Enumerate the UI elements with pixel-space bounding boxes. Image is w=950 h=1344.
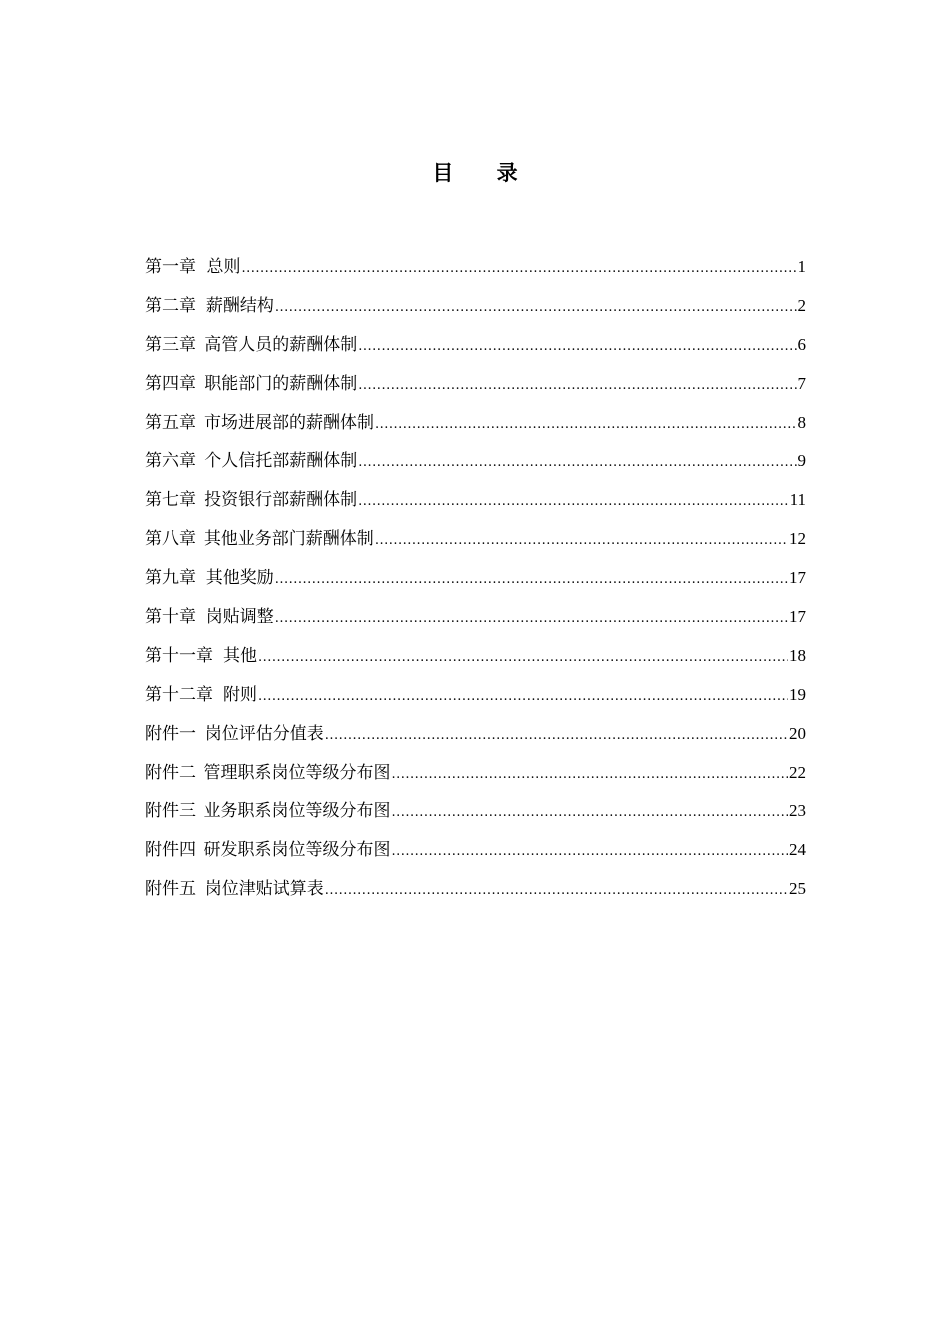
toc-entry[interactable] xyxy=(145,252,806,291)
toc-entry-text: 其他奖励 xyxy=(205,568,274,589)
toc-entry-label: 第三章 xyxy=(145,334,196,355)
toc-entry-text: 投资银行部薪酬体制 xyxy=(204,490,358,511)
toc-entry[interactable] xyxy=(145,369,806,408)
toc-entry-page: 20 xyxy=(789,723,806,743)
toc-dot-leader xyxy=(258,643,788,673)
toc-entry-page: 12 xyxy=(789,529,806,549)
toc-entry-page: 9 xyxy=(797,451,806,471)
toc-entry-page: 24 xyxy=(789,840,806,860)
toc-entry-label: 附件一 xyxy=(145,723,196,744)
toc-entry-text: 岗位评估分值表 xyxy=(204,723,324,744)
toc-entry-page: 8 xyxy=(797,412,806,432)
toc-entry[interactable] xyxy=(145,446,806,485)
toc-entry[interactable] xyxy=(145,796,806,835)
toc-entry-label: 第十章 xyxy=(145,607,196,628)
toc-entry-page: 17 xyxy=(789,607,806,627)
toc-entry-page: 6 xyxy=(797,334,806,354)
toc-entry[interactable] xyxy=(145,835,806,874)
toc-entry-text: 研发职系岗位等级分布图 xyxy=(203,840,391,861)
toc-entry-text: 岗位津贴试算表 xyxy=(204,879,324,900)
toc-dot-leader xyxy=(275,604,788,634)
toc-entry[interactable] xyxy=(145,758,806,797)
toc-entry-page: 7 xyxy=(797,373,806,393)
toc-entry[interactable] xyxy=(145,408,806,447)
toc-entry-page: 23 xyxy=(789,801,806,821)
toc-entry-text: 薪酬结构 xyxy=(205,295,274,316)
toc-dot-leader xyxy=(391,760,788,790)
toc-entry[interactable] xyxy=(145,330,806,369)
toc-entry-label: 第十二章 xyxy=(145,684,213,705)
toc-entry-label: 第八章 xyxy=(145,529,196,550)
toc-entry-text: 职能部门的薪酬体制 xyxy=(204,373,358,394)
toc-entry-text: 岗贴调整 xyxy=(205,607,274,628)
toc-entry[interactable] xyxy=(145,291,806,330)
toc-entry-label: 第六章 xyxy=(145,451,196,472)
toc-entry[interactable] xyxy=(145,485,806,524)
toc-dot-leader xyxy=(275,293,797,323)
toc-entry-label: 第二章 xyxy=(145,295,196,316)
toc-entry-page: 18 xyxy=(789,645,806,665)
toc-dot-leader xyxy=(391,837,788,867)
toc-entry-page: 25 xyxy=(789,879,806,899)
toc-entry-page: 11 xyxy=(789,490,806,510)
toc-dot-leader xyxy=(375,410,797,440)
toc-entry[interactable] xyxy=(145,719,806,758)
toc-entry-label: 附件五 xyxy=(145,879,196,900)
toc-entry-text: 其他业务部门薪酬体制 xyxy=(203,529,374,550)
toc-dot-leader xyxy=(375,526,788,556)
toc-entry-label: 第四章 xyxy=(145,373,196,394)
toc-entry-page: 2 xyxy=(797,295,806,315)
toc-entry[interactable] xyxy=(145,563,806,602)
toc-entry-label: 第五章 xyxy=(145,412,196,433)
toc-entry-text: 附则 xyxy=(223,684,258,705)
toc-entry[interactable] xyxy=(145,524,806,563)
toc-entry[interactable] xyxy=(145,602,806,641)
toc-dot-leader xyxy=(325,721,788,751)
toc-entry-page: 19 xyxy=(789,684,806,704)
toc-entry-label: 附件三 xyxy=(145,801,196,822)
toc-dot-leader xyxy=(358,448,796,478)
toc-dot-leader xyxy=(258,682,788,712)
toc-dot-leader xyxy=(275,565,788,595)
toc-dot-leader xyxy=(391,798,788,828)
toc-entry-label: 第十一章 xyxy=(145,645,213,666)
toc-entry-label: 第一章 xyxy=(145,257,196,277)
toc-entry-text: 市场进展部的薪酬体制 xyxy=(203,412,374,433)
toc-entry-text: 个人信托部薪酬体制 xyxy=(204,451,358,472)
toc-dot-leader xyxy=(241,254,796,284)
toc-entry-text: 高管人员的薪酬体制 xyxy=(204,334,358,355)
toc-entry-page: 22 xyxy=(789,762,806,782)
toc-title: 目 录 xyxy=(432,161,536,185)
toc-entry-text: 总则 xyxy=(206,257,241,277)
toc-list xyxy=(145,252,806,913)
toc-entry-text: 业务职系岗位等级分布图 xyxy=(203,801,391,822)
toc-entry-page: 1 xyxy=(797,257,806,276)
toc-dot-leader xyxy=(358,332,796,362)
toc-entry-page: 17 xyxy=(789,568,806,588)
toc-entry-label: 附件四 xyxy=(145,840,196,861)
toc-entry-label: 第九章 xyxy=(145,568,196,589)
toc-entry[interactable] xyxy=(145,641,806,680)
toc-entry-label: 附件二 xyxy=(145,762,196,783)
toc-dot-leader xyxy=(325,876,788,906)
toc-entry-text: 管理职系岗位等级分布图 xyxy=(203,762,391,783)
toc-entry-label: 第七章 xyxy=(145,490,196,511)
toc-entry-text: 其他 xyxy=(223,645,258,666)
toc-dot-leader xyxy=(358,487,789,517)
toc-dot-leader xyxy=(358,371,796,401)
toc-entry[interactable] xyxy=(145,680,806,719)
toc-entry[interactable] xyxy=(145,874,806,913)
